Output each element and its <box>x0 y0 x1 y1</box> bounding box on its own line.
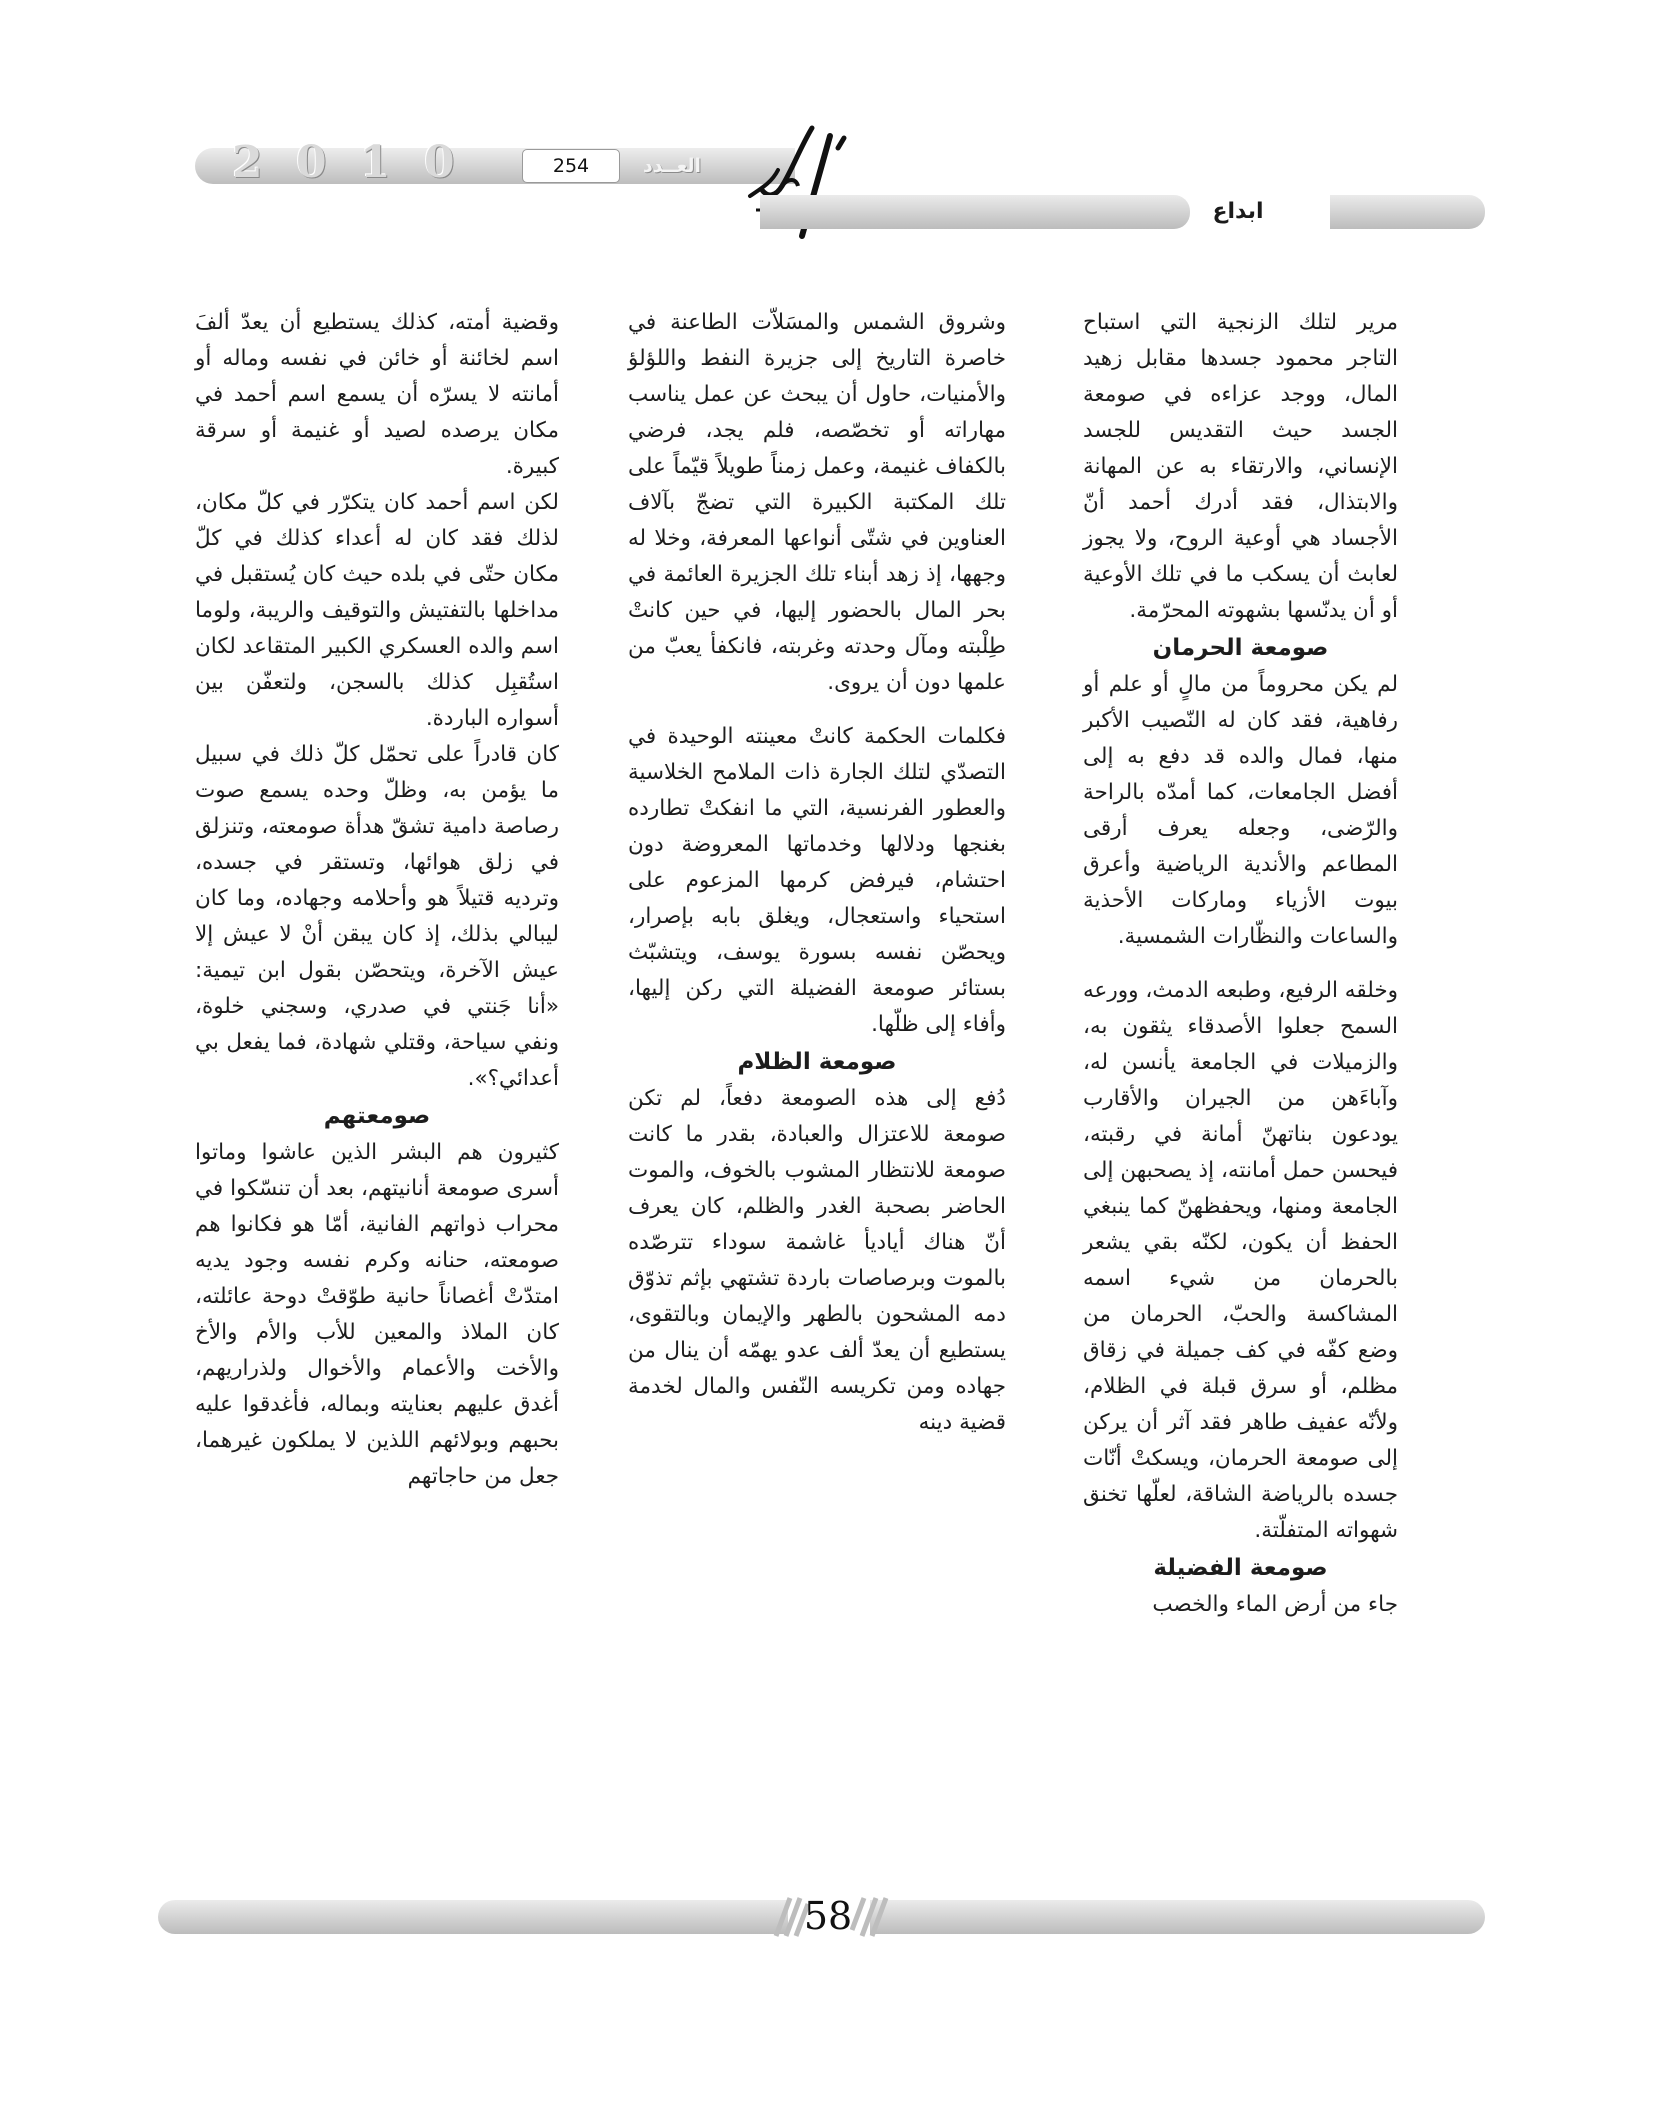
paragraph: جاء من أرض الماء والخصب <box>1152 1592 1398 1617</box>
year-digit: 0 <box>424 137 455 188</box>
paragraph: لكن اسم أحمد كان يتكرّر في كلّ مكان، لذلك فقد كان له أعداء كذلك في كلّ مكان حتّى في بلده حيث كان يُستقبل في مداخلها بالتفتيش والتوقيف والريبة، ولوما اسم والده العسكري الكبير المتقاعد لكان استُقبِل كذلك بالسجن، ولتعفّن بين أسواره الباردة. <box>195 490 559 731</box>
paragraph: فكلمات الحكمة كانتْ معينته الوحيدة في التصدّي لتلك الجارة ذات الملامح الخلاسية والعطور الفرنسية، التي ما انفكتْ تطارده بغنجها ودلالها وخدماتها المعروضة دون احتشام، فيرفض كرمها المزعوم على استحياء واستعجال، ويغلق بابه بإصرار، ويحصّن نفسه بسورة يوسف، ويتشبّث بستائر صومعة الفضيلة التي ركن إليها، وأفاء إلى ظلّها. <box>628 724 1006 1037</box>
paragraph: وقضية أمته، كذلك يستطيع أن يعدّ ألفَ اسم لخائنة أو خائن في نفسه وماله أو أمانته لا يسرّه أن يسمع اسم أحمد في مكان يرصده لصيد أو غنيمة أو سرقة كبيرة. <box>195 310 559 479</box>
paragraph: كان قادراً على تحمّل كلّ ذلك في سبيل ما يؤمن به، وظلّ وحده يسمع صوت رصاصة دامية تشقّ هدأة صومعته، وتنزلق في زلق هوائها، وتستقر في جسده، وترديه قتيلاً هو وأحلامه وجهاده، وما كان ليبالي بذلك، إذ كان يبقن أنْ لا عيش إلا عيش الآخرة، ويتحصّن بقول ابن تيمية: «أنا جَنتي في صدري، وسجني خلوة، ونفي سياحة، وقتلي شهادة، فما يفعل بي أعدائي؟». <box>195 742 559 1091</box>
section-heading: صومعة الحرمان <box>1152 635 1329 661</box>
year-digit: 2 <box>232 137 263 188</box>
footer-bar-left <box>158 1900 788 1934</box>
paragraph-gap <box>1083 955 1398 973</box>
paragraph-gap <box>628 701 1006 719</box>
year-digit: 0 <box>296 137 327 188</box>
paragraph: كثيرون هم البشر الذين عاشوا وماتوا أسرى صومعة أنانيتهم، بعد أن تنسّكوا في محراب ذواتهم الفانية، أمّا هو فكانوا هم صومعته، حنانه وكرم نفسه وجود يديه امتدّتْ أغصاناً حانية طوّقتْ دوحة عائلته، كان الملاذ والمعين للأب والأم والأخ والأخت والأعمام والأخوال ولذراريهم، أغدق عليهم بعنايته وبماله، فأغدقوا عليه بحبهم وبولائهم اللذين لا يملكون غيرهما، جعل من حاجاتهم <box>195 1140 559 1489</box>
issue-number: 254 <box>522 149 620 183</box>
section-tab <box>1330 195 1485 229</box>
paragraph: وشروق الشمس والمسَلاّت الطاعنة في خاصرة التاريخ إلى جزيرة النفط واللؤلؤ والأمنيات، حاول أن يبحث عن عمل يناسب مهاراته أو تخصّصه، فلم يجد، فرضي بالكفاف غنيمة، وعمل زمناً طويلاً قيّماً على تلك المكتبة الكبيرة التي تضجّ بآلاف العناوين في شتّى أنواعها المعرفة، وخلا له وجهها، إذ زهد أبناء تلك الجزيرة العائمة في بحر المال بالحضور إليها، في حين كانتْ طِلْبته ومآل وحدته وغربته، فانكفأ يعبّ من علمها دون أن يروى. <box>628 310 1006 695</box>
paragraph: مرير لتلك الزنجية التي استباح التاجر محمود جسدها مقابل زهيد المال، ووجد عزاءه في صومعة الجسد حيث التقديس للجسد الإنساني، والارتقاء به عن المهانة والابتذال، فقد أدرك أحمد أنّ الأجساد هي أوعية الروح، ولا يجوز لعابث أن يسكب ما في تلك الأوعية أو أن يدنّسها بشهوته المحرّمة. <box>1083 310 1398 623</box>
section-heading: صومعة الظلام <box>737 1049 897 1075</box>
page-number: 58 <box>803 1894 853 1938</box>
footer-bar-right <box>870 1900 1485 1934</box>
column-right <box>1083 305 1398 1775</box>
column-middle <box>628 305 1006 1775</box>
issue-label: العــدد <box>642 155 702 177</box>
column-left <box>195 305 559 1775</box>
paragraph: وخلقه الرفيع، وطبعه الدمث، وورعه السمح جعلوا الأصدقاء يثقون به، والزميلات في الجامعة يأنسن له، وآباءَهن من الجيران والأقارب يودعون بناتهنّ أمانة في رقبته، فيحسن حمل أمانته، إذ يصحبهن إلى الجامعة ومنها، ويحفظهنّ كما ينبغي الحفظ أن يكون، لكنّه بقي يشعر بالحرمان من شيء اسمه المشاكسة والحبّ، الحرمان من وضع كفّه في كف جميلة في زقاق مظلم، أو سرق قبلة في الظلام، ولأنّه عفيف طاهر فقد آثر أن يركن إلى صومعة الحرمان، ويسكتْ أنّات جسده بالرياضة الشاقة، لعلّها تخنق شهواته المتفلّتة. <box>1083 978 1398 1543</box>
section-label: ابداع <box>1212 199 1264 224</box>
year-digit: 1 <box>360 137 391 188</box>
paragraph: دُفع إلى هذه الصومعة دفعاً، لم تكن صومعة للاعتزال والعبادة، بقدر ما كانت صومعة للانتظار المشوب بالخوف، والموت الحاضر بصحبة الغدر والظلم، كان يعرف أنّ هناك أياديأ غاشمة سوداء تترصّده بالموت وبرصاصات باردة تشتهي بإثم تذوّق دمه المشحون بالطهر والإيمان وبالتقوى، يستطيع أن يعدّ ألف عدو يهمّه أن ينال من جهاده ومن تكريسه النّفس والمال لخدمة قضية دينه <box>628 1086 1006 1435</box>
section-bar <box>760 195 1190 229</box>
section-heading: صومعتهم <box>323 1103 431 1129</box>
magazine-logo-icon <box>742 118 852 250</box>
paragraph: لم يكن محروماً من مالٍ أو علم أو رفاهية، فقد كان له النّصيب الأكبر منها، فمال والده قد دفع به إلى أفضل الجامعات، كما أمدّه بالراحة والرّضى، وجعله يعرف أرقى المطاعم والأندية الرياضية وأعرق بيوت الأزياء وماركات الأحذية والساعات والنظّارات الشمسية. <box>1083 672 1398 949</box>
section-heading: صومعة الفضيلة <box>1153 1555 1328 1581</box>
